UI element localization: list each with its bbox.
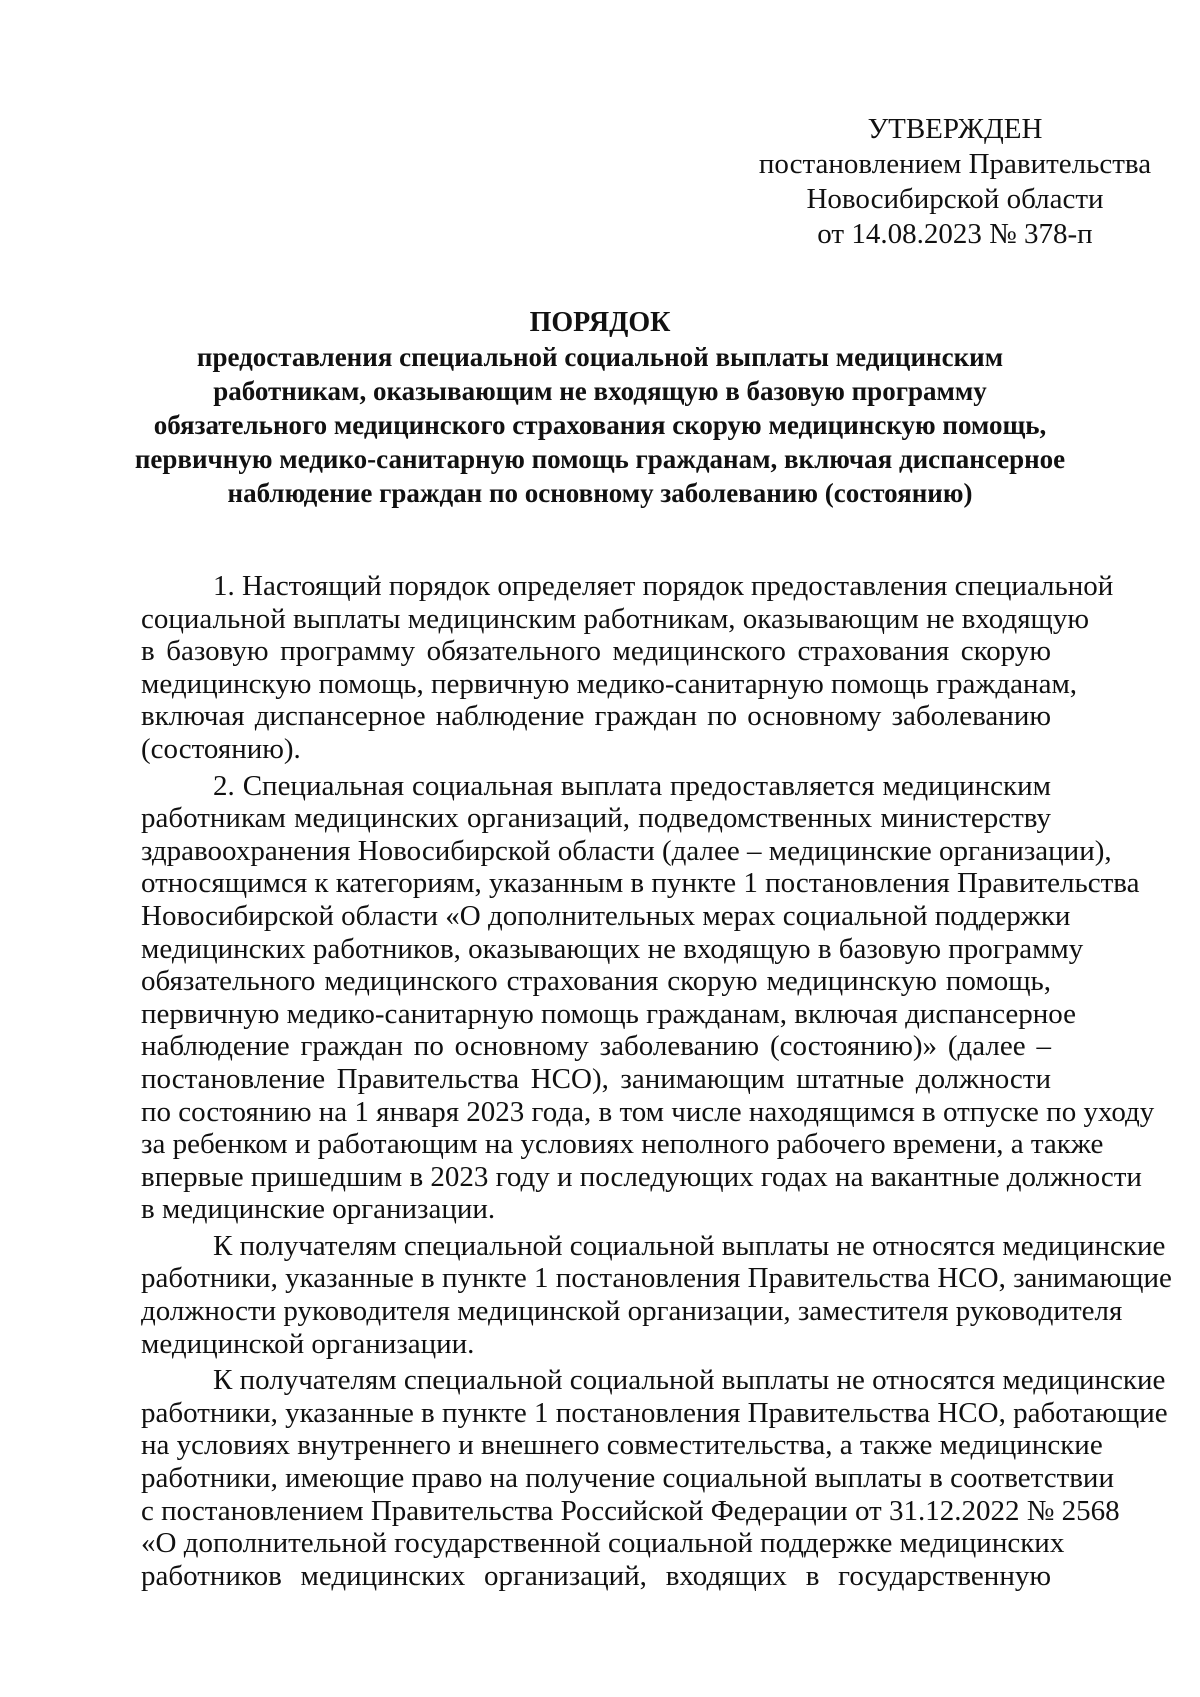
document-title <box>130 306 1070 510</box>
text-line: относящимся к категориям, указанным в пункте 1 постановления Правительства <box>141 867 1140 900</box>
document-body <box>141 570 1172 1592</box>
text-line: работников медицинских организаций, входящих в государственную <box>141 1559 1051 1592</box>
text-line: медицинской организации. <box>141 1327 475 1360</box>
document-title-line: первичную медико-санитарную помощь гражданам, включая диспансерное <box>134 444 1066 474</box>
text-line: по состоянию на 1 января 2023 года, в том числе находящимся в отпуске по уходу <box>141 1095 1155 1128</box>
text-line: здравоохранения Новосибирской области (далее – медицинские организации), <box>141 834 1112 867</box>
text-line: работники, имеющие право на получение социальной выплаты в соответствии <box>141 1462 1114 1495</box>
paragraph-4 <box>141 1364 1168 1592</box>
paragraph-3 <box>141 1229 1172 1360</box>
text-line: в медицинские организации. <box>141 1193 496 1226</box>
approval-date-number: от 14.08.2023 № 378-п <box>817 218 1093 250</box>
text-line: обязательного медицинского страхования скорую медицинскую помощь, <box>141 965 1051 998</box>
text-line: 2. Специальная социальная выплата предоставляется медицинским <box>213 769 1051 802</box>
text-line: работники, указанные в пункте 1 постановления Правительства НСО, работающие <box>141 1396 1168 1429</box>
text-line: должности руководителя медицинской организации, заместителя руководителя <box>141 1295 1123 1328</box>
text-line: с постановлением Правительства Российской Федерации от 31.12.2022 № 2568 <box>141 1494 1120 1527</box>
approval-region: Новосибирской области <box>806 183 1104 215</box>
text-line: К получателям специальной социальной выплаты не относятся медицинские <box>213 1229 1166 1262</box>
text-line: за ребенком и работающим на условиях неполного рабочего времени, а также <box>141 1128 1104 1161</box>
paragraph-2 <box>141 769 1155 1226</box>
paragraph-1 <box>141 570 1114 766</box>
text-line: Новосибирской области «О дополнительных мерах социальной поддержки <box>141 899 1071 932</box>
text-line: социальной выплаты медицинским работникам, оказывающим не входящую <box>141 602 1090 635</box>
document-title-main: ПОРЯДОК <box>529 307 671 338</box>
text-line: на условиях внутреннего и внешнего совместительства, а также медицинские <box>141 1429 1103 1462</box>
text-line: включая диспансерное наблюдение граждан по основному заболеванию <box>141 700 1051 733</box>
approval-authority: постановлением Правительства <box>758 148 1152 180</box>
text-line: наблюдение граждан по основному заболеванию (состоянию)» (далее – <box>141 1030 1051 1063</box>
text-line: впервые пришедшим в 2023 году и последующих годах на вакантные должности <box>141 1160 1142 1193</box>
document-title-line: работникам, оказывающим не входящую в базовую программу <box>213 376 987 406</box>
text-line: в базовую программу обязательного медицинского страхования скорую <box>141 635 1051 668</box>
text-line: работникам медицинских организаций, подведомственных министерству <box>141 802 1051 835</box>
document-title-line: наблюдение граждан по основному заболеванию (состоянию) <box>227 478 973 508</box>
text-line: 1. Настоящий порядок определяет порядок предоставления специальной <box>213 570 1114 602</box>
text-line: медицинских работников, оказывающих не входящую в базовую программу <box>141 932 1084 965</box>
approval-stamp <box>740 112 1170 252</box>
text-line: работники, указанные в пункте 1 постановления Правительства НСО, занимающие <box>141 1262 1172 1295</box>
approval-heading: УТВЕРЖДЕН <box>867 113 1043 145</box>
text-line: «О дополнительной государственной социальной поддержке медицинских <box>141 1527 1065 1560</box>
document-title-line: предоставления специальной социальной выплаты медицинским <box>196 342 1004 372</box>
text-line: постановление Правительства НСО), занимающим штатные должности <box>141 1062 1051 1095</box>
document-title-line: обязательного медицинского страхования скорую медицинскую помощь, <box>153 410 1047 440</box>
text-line: (состоянию). <box>141 732 301 765</box>
text-line: первичную медико-санитарную помощь гражданам, включая диспансерное <box>141 997 1077 1030</box>
text-line: медицинскую помощь, первичную медико-санитарную помощь гражданам, <box>141 667 1078 700</box>
text-line: К получателям специальной социальной выплаты не относятся медицинские <box>213 1364 1166 1397</box>
